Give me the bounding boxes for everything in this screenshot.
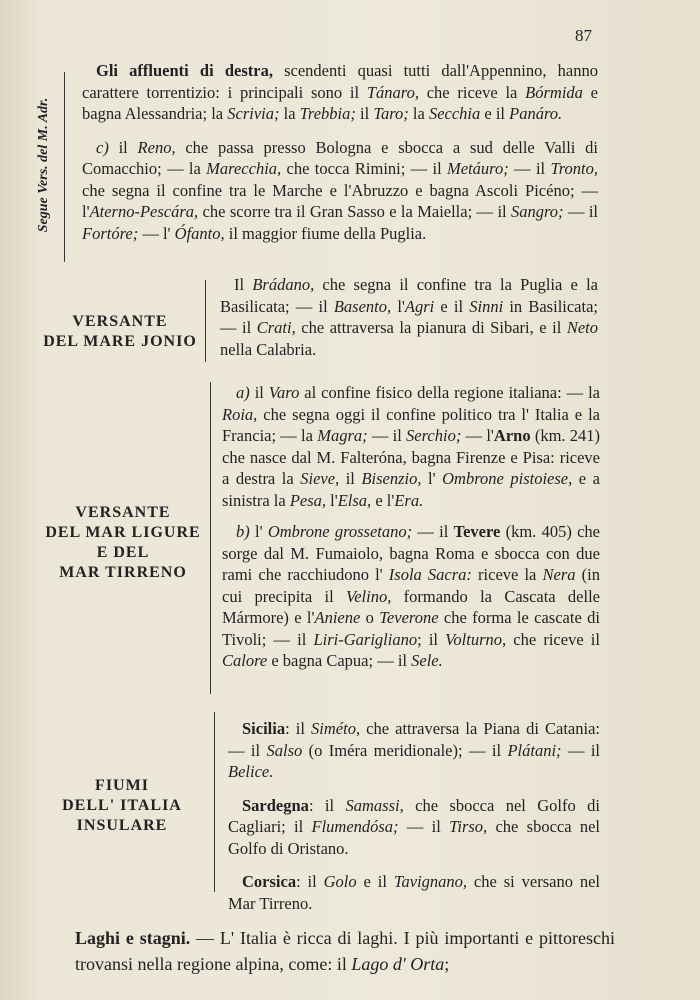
corsica-paragraph: [228, 871, 600, 914]
river-name: Brádano,: [252, 275, 315, 294]
text: — il: [367, 426, 407, 445]
text: : il: [296, 872, 324, 891]
text: che si versano nel Mar Tirreno.: [228, 872, 600, 913]
river-name: Golo: [323, 872, 357, 891]
river-name: Taro;: [373, 104, 409, 123]
text: che passa presso Bologna e sbocca a sud delle Valli di Comacchio; — la: [82, 137, 599, 178]
margin-note: [34, 70, 54, 260]
river-name: Volturno,: [445, 629, 507, 649]
river-name: Tronto,: [550, 159, 599, 178]
river-name: Fortóre;: [82, 223, 139, 243]
text: il: [355, 104, 374, 123]
text: e il: [480, 104, 510, 123]
insulare-text: [228, 718, 600, 914]
label-line: DELL' ITALIA: [62, 797, 182, 814]
jonio-text: [220, 274, 598, 360]
text: o: [360, 608, 380, 627]
river-name: Calore: [222, 651, 268, 670]
label-line: DEL MARE JONIO: [43, 333, 197, 350]
text: al confine fisico della regione italiana: — la: [299, 383, 600, 402]
laghi-paragraph: [75, 925, 615, 977]
text: (km. 241) che nasce dal M. Falteróna, bagna Firenze e Pisa: riceve a destra la: [222, 426, 601, 488]
adriatico-paragraph-affluenti: [82, 60, 598, 125]
text: — l': [461, 426, 494, 445]
river-name: Salso: [266, 740, 303, 760]
text: — il: [412, 522, 454, 541]
text: e bagna Capua; — il: [267, 651, 412, 670]
text: il: [249, 383, 269, 402]
river-name: Era.: [394, 490, 424, 510]
river-name: Aniene: [314, 608, 361, 627]
text: formando la Cascata delle Mármore) e l': [222, 586, 600, 627]
text: la: [279, 104, 300, 123]
river-name: Roia,: [222, 404, 258, 424]
jonio-paragraph: [220, 274, 598, 360]
river-name-bold: Arno: [493, 426, 531, 445]
text: — il: [508, 159, 551, 178]
text: (o Iméra meridionale); — il: [302, 740, 508, 760]
section-label-jonio: [40, 312, 200, 352]
text: che segna oggi il confine politico tra l' Italia e la Francia; — la: [222, 404, 600, 445]
river-name: Secchia: [428, 104, 481, 123]
island-name: Sicilia: [242, 719, 286, 738]
margin-note-text: Segue Vers. del M. Adr.: [36, 97, 51, 233]
ligure-paragraph-a: [222, 382, 600, 511]
island-name: Corsica: [242, 872, 297, 891]
river-name: Scrivia;: [227, 104, 280, 123]
list-marker: b): [236, 522, 250, 541]
text: il maggior fiume della Puglia.: [224, 223, 427, 243]
river-name: Panáro.: [509, 104, 563, 123]
river-name: Crati,: [256, 318, 296, 337]
river-name: Marecchia,: [206, 159, 282, 178]
place-name: Isola Sacra:: [388, 565, 472, 584]
text: il: [108, 137, 138, 157]
tirreno-paragraph-b: [222, 521, 600, 672]
text: che sbocca nel Golfo di Cagliari; il: [228, 795, 600, 836]
text: la: [408, 104, 429, 123]
brace-adriatico: [64, 72, 65, 262]
label-line: VERSANTE: [75, 504, 171, 521]
section-label-insulare: [40, 776, 204, 836]
text: il: [339, 469, 362, 488]
river-name: Belice.: [228, 762, 274, 781]
river-name: Elsa,: [337, 490, 372, 510]
island-name: Sardegna: [242, 795, 309, 815]
label-line: E DEL: [96, 544, 150, 561]
brace-jonio: [205, 280, 206, 362]
river-name: Ombrone grossetano;: [267, 522, 413, 541]
label-line: FIUMI: [95, 777, 149, 794]
river-name: Samassi,: [345, 795, 404, 815]
text: — il: [398, 817, 450, 836]
text: e bagna Alessandria; la: [82, 82, 598, 123]
spacer: [82, 125, 598, 137]
text: che attraversa la Piana di Catania: — il: [228, 719, 600, 760]
spacer: [228, 859, 600, 871]
brace-insulare: [214, 712, 215, 892]
river-name: Neto: [566, 318, 598, 337]
list-marker: c): [96, 137, 109, 157]
text: Il: [234, 275, 253, 294]
river-name: Basento,: [333, 296, 392, 316]
text: in Basilicata; — il: [220, 296, 598, 337]
text: nella Calabria.: [220, 339, 317, 359]
text: che riceve la: [418, 82, 526, 102]
brace-ligure-tirreno: [210, 382, 211, 694]
text: — l': [138, 223, 175, 243]
text: l': [391, 296, 405, 316]
label-line: MAR TIRRENO: [59, 564, 187, 581]
sardegna-paragraph: [228, 795, 600, 860]
text: (in cui precipita il: [222, 565, 600, 606]
river-name: Metáuro;: [447, 159, 509, 178]
river-name: Bisenzio,: [361, 469, 422, 488]
text: che sbocca nel Golfo di Oristano.: [228, 817, 601, 858]
spacer: [222, 511, 600, 521]
river-name: Aterno-Pescára,: [89, 202, 199, 221]
river-name: Reno,: [137, 137, 176, 157]
river-name: Agri: [404, 296, 435, 316]
adriatico-paragraph-c: [82, 137, 598, 245]
river-name: Ombrone pistoiese,: [442, 469, 573, 488]
river-name: Tavignano,: [393, 872, 468, 891]
heading-affluenti: Gli affluenti di destra,: [96, 61, 273, 80]
list-marker: a): [236, 383, 250, 402]
text: : il: [285, 719, 312, 738]
text: ;: [444, 954, 450, 974]
river-name: Plátani;: [507, 740, 562, 760]
river-name: Pesa,: [289, 490, 327, 510]
text: (km. 405) che sorge dal M. Fumaiolo, bagna Roma e sbocca con due rami che racchiudono l': [222, 522, 600, 584]
text: che tocca Rimini; — il: [281, 159, 448, 178]
river-name: Bórmida: [525, 82, 583, 102]
text: e il: [356, 872, 394, 891]
river-name: Siméto,: [311, 719, 361, 738]
text: che forma le cascate di Tivoli; — il: [222, 608, 600, 649]
text: che segna il confine tra le Marche e l'Abruzzo e bagna Ascoli Picéno; — l': [82, 180, 598, 221]
text: e a sinistra la: [222, 469, 600, 510]
text: — L' Italia è ricca di laghi. I più importanti e pittoreschi trovansi nella regione alpina, come: il: [75, 928, 615, 974]
text: l': [421, 469, 443, 488]
page-number: 87: [575, 26, 592, 45]
text: — il: [561, 740, 601, 760]
river-name: Magra;: [317, 426, 368, 445]
river-name: Serchio;: [406, 426, 462, 445]
river-name: Teverone: [379, 608, 439, 627]
text: che riceve il: [506, 629, 600, 649]
label-line: DEL MAR LIGURE: [45, 524, 201, 541]
text: — il: [563, 202, 598, 221]
river-name: Tirso,: [449, 817, 488, 836]
text: che scorre tra il Gran Sasso e la Maiella; — il: [198, 202, 511, 221]
spacer: [228, 783, 600, 795]
river-name: Velino,: [345, 586, 392, 606]
river-name: Flumendósa;: [311, 817, 399, 836]
river-name: Trebbia;: [299, 104, 356, 123]
river-name: Sieve,: [300, 469, 340, 488]
river-name: Sangro;: [511, 202, 564, 221]
river-name: Tánaro,: [366, 82, 419, 102]
text: scendenti quasi tutti dall'Appennino, hanno carattere torrentizio: i principali sono il: [82, 61, 598, 102]
text: l': [326, 490, 338, 510]
text: e il: [434, 296, 470, 316]
heading-laghi: Laghi e stagni.: [75, 928, 191, 948]
section-label-ligure-tirreno: [40, 503, 206, 583]
text: ; il: [417, 629, 446, 649]
ligure-text: [222, 382, 600, 672]
river-name: Sele.: [411, 651, 443, 670]
label-line: VERSANTE: [72, 313, 168, 330]
text: : il: [308, 795, 346, 815]
text: e l': [371, 490, 395, 510]
river-name: Varo: [268, 383, 300, 402]
river-name: Liri-Garigliano: [313, 629, 418, 649]
adriatico-text: [82, 60, 598, 244]
label-line: INSULARE: [76, 817, 168, 834]
lake-name: Lago d' Orta: [351, 954, 445, 974]
text: riceve la: [471, 565, 543, 584]
text: che segna il confine tra la Puglia e la Basilicata; — il: [220, 275, 598, 316]
text: l': [249, 522, 268, 541]
sicilia-paragraph: [228, 718, 600, 783]
river-name: Sinni: [469, 296, 504, 316]
river-name-bold: Tevere: [453, 522, 501, 541]
river-name: Ófanto,: [174, 223, 225, 243]
text: che attraversa la pianura di Sibari, e il: [295, 318, 567, 337]
river-name: Nera: [542, 565, 576, 584]
